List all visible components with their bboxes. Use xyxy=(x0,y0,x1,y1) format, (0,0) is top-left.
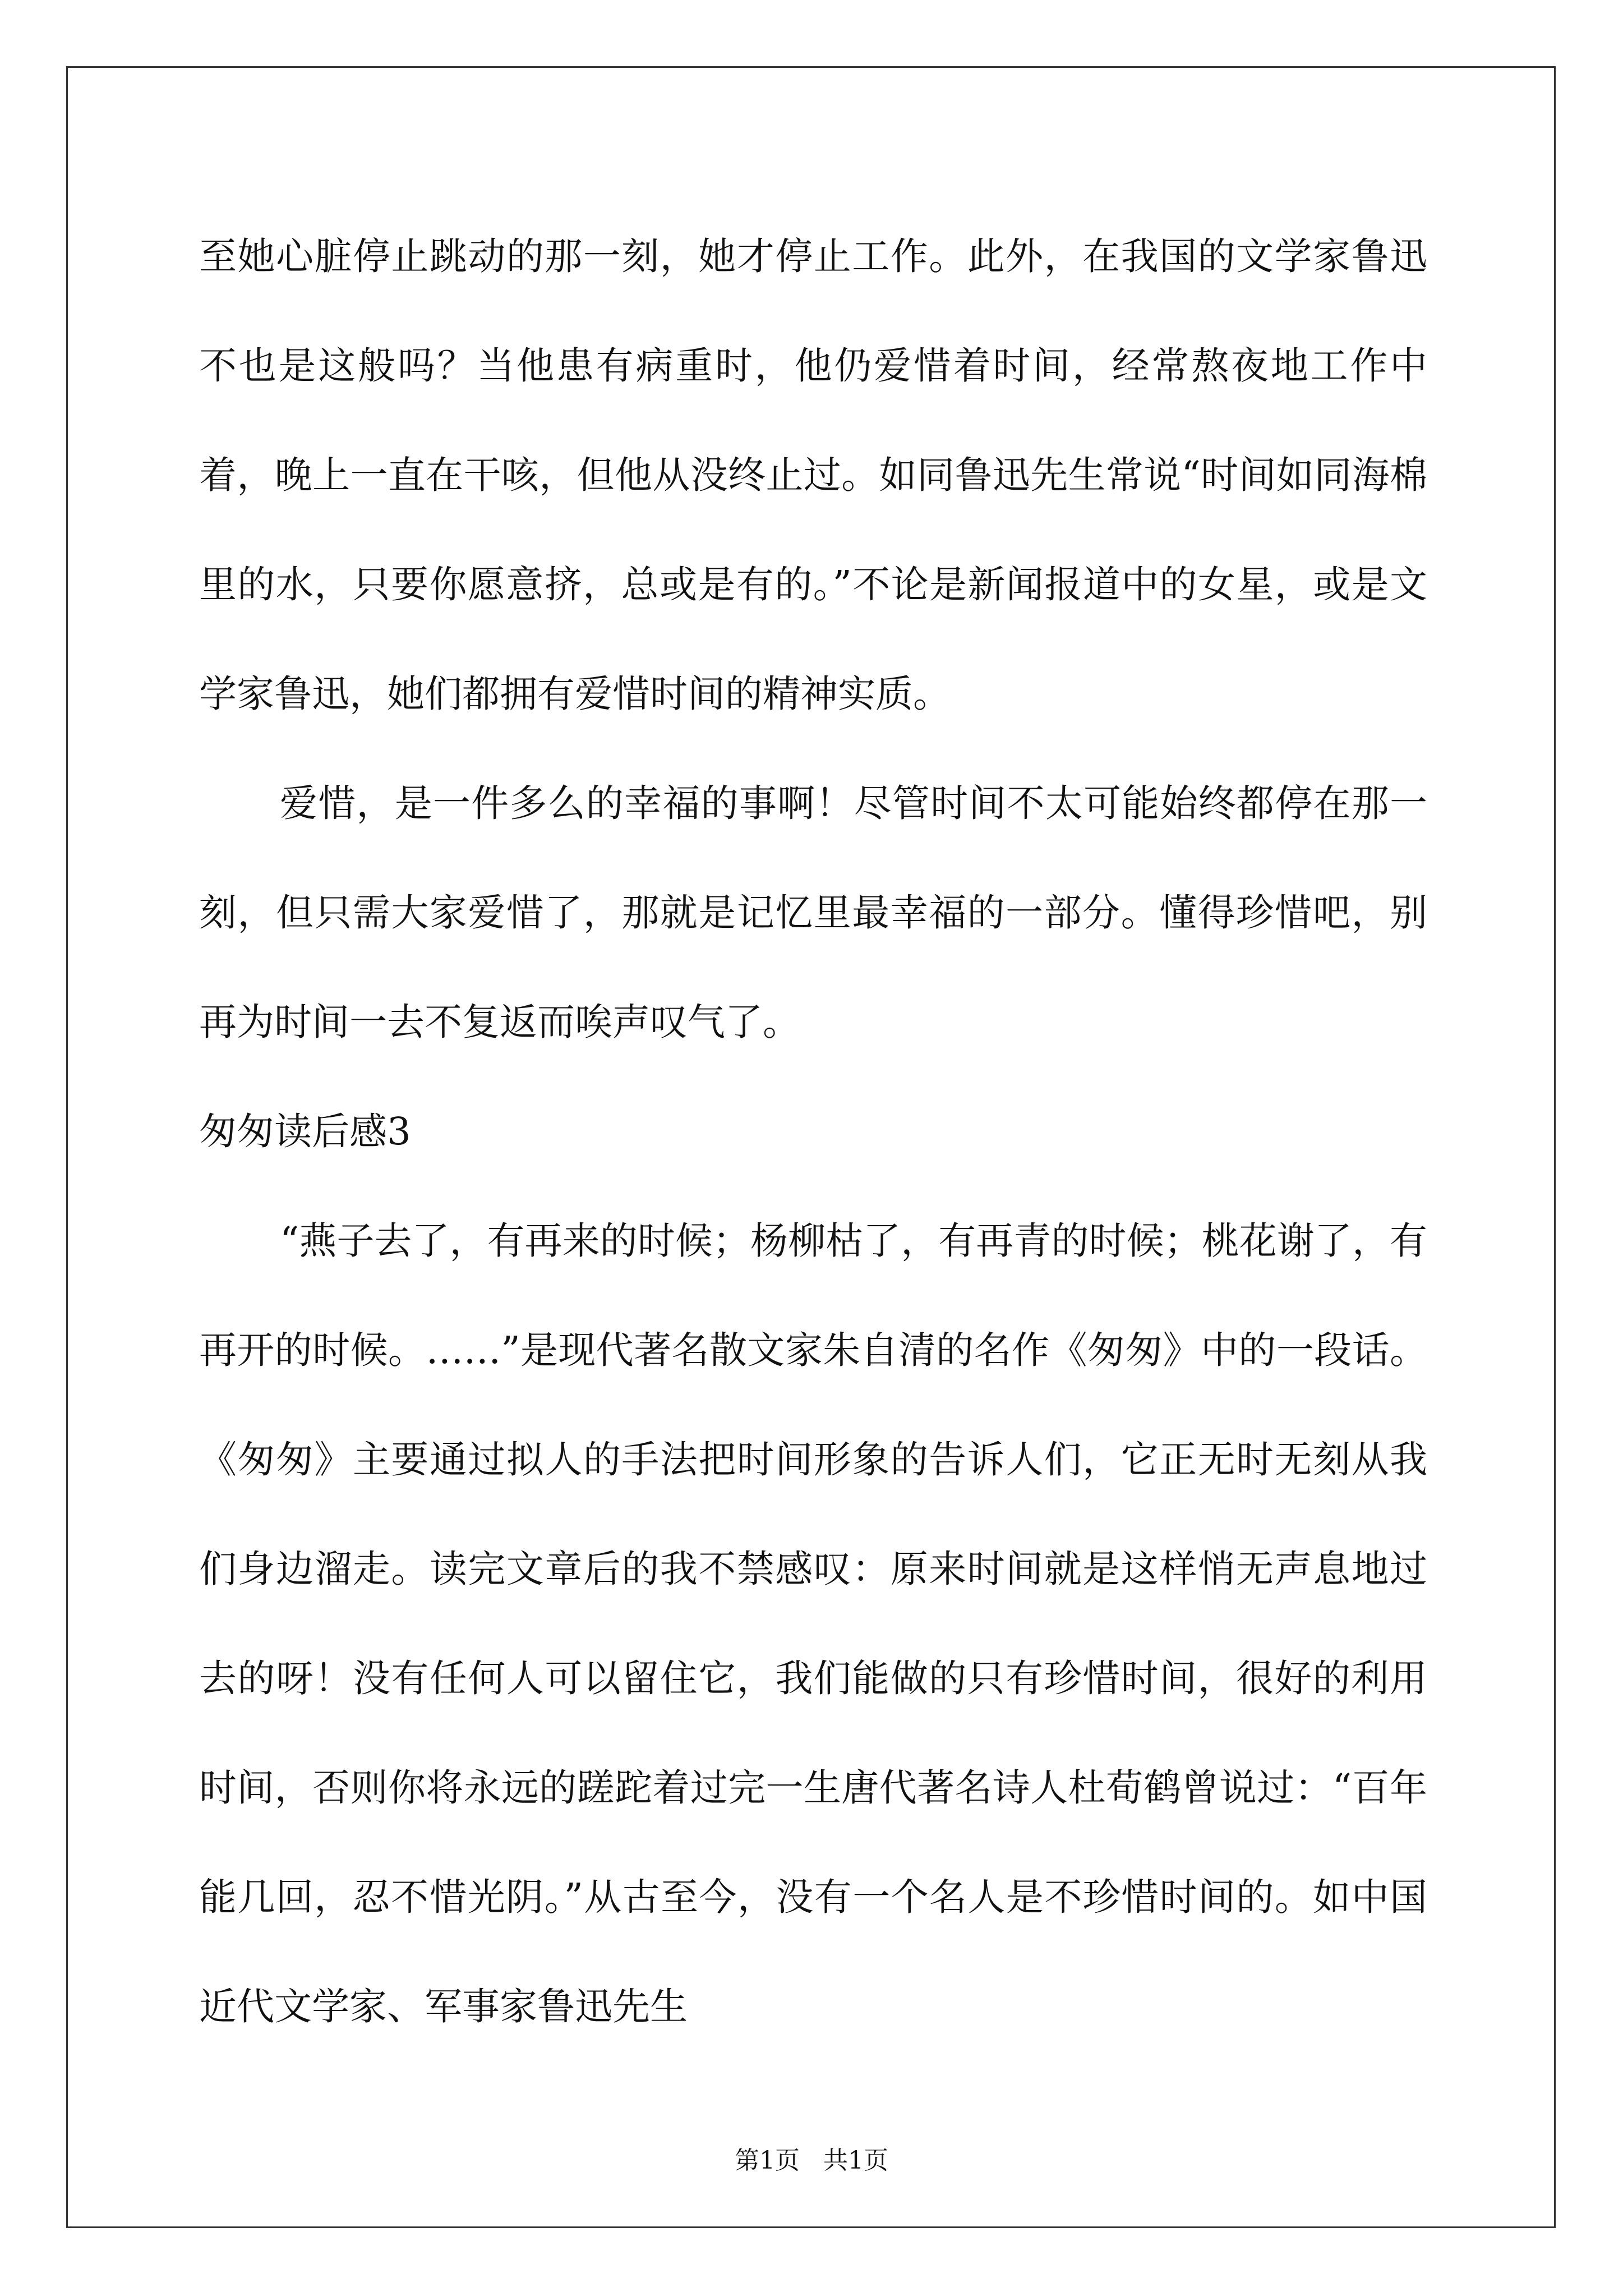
page-footer xyxy=(0,2144,1623,2178)
footer-spacer xyxy=(800,2146,823,2175)
page-number-current: 第1页 xyxy=(735,2146,800,2175)
paragraph-continuation: 至她心脏停止跳动的那一刻，她才停止工作。此外，在我国的文学家鲁迅不也是这般吗？当他患有病重时，他仍爱惜着时间，经常熬夜地工作中着，晚上一直在干咳，但他从没终止过。如同鲁迅先生常说“时间如同海棉里的水，只要你愿意挤，总或是有的。”不论是新闻报道中的女星，或是文学家鲁迅，她们都拥有爱惜时间的精神实质。 xyxy=(199,234,1427,716)
document-body xyxy=(199,202,1427,2062)
paragraph-congcong: “燕子去了，有再来的时候；杨柳枯了，有再青的时候；桃花谢了，有再开的时候。……”是现代著名散文家朱自清的名作《匆匆》中的一段话。《匆匆》主要通过拟人的手法把时间形象的告诉人们，它正无时无刻从我们身边溜走。读完文章后的我不禁感叹：原来时间就是这样悄无声息地过去的呀！没有任何人可以留住它，我们能做的只有珍惜时间，很好的利用时间，否则你将永远的蹉跎着过完一生唐代著名诗人杜荀鹤曾说过：“百年能几回，忍不惜光阴。”从古至今，没有一个名人是不珍惜时间的。如中国近代文学家、军事家鲁迅先生 xyxy=(199,1219,1427,2028)
page-number-total: 共1页 xyxy=(823,2146,888,2175)
section-heading: 匆匆读后感3 xyxy=(199,1110,411,1153)
paragraph-cherish: 爱惜，是一件多么的幸福的事啊！尽管时间不太可能始终都停在那一刻，但只需大家爱惜了，那就是记忆里最幸福的一部分。懂得珍惜吧，别再为时间一去不复返而唉声叹气了。 xyxy=(199,781,1427,1044)
